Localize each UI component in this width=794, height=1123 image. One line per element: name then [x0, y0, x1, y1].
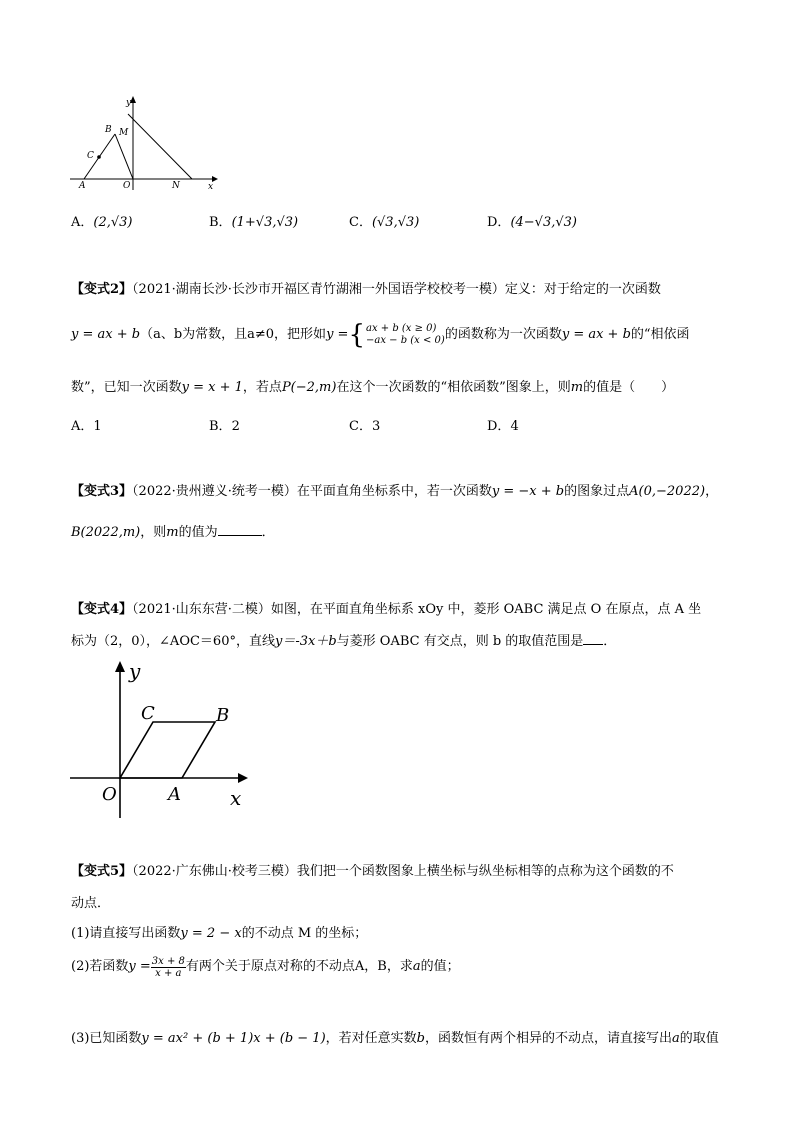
label-x: x — [208, 182, 214, 192]
point-C — [97, 155, 101, 159]
v3-line2: B(2022,m)，则m的值为 ． — [71, 525, 275, 540]
line-MN — [128, 114, 192, 179]
label-C: C — [87, 151, 94, 161]
segment-BO — [115, 134, 133, 179]
label-O: O — [102, 784, 117, 805]
q1-option-d[interactable]: D．(4−√3,√3) — [487, 215, 577, 230]
piecewise-brace: { ax + b (x ≥ 0) −ax − b (x < 0) — [348, 320, 445, 350]
v2-line2: y = ax + b （a、b为常数，且a≠0，把形如 y = { ax + b (x ≥ 0) −ax − b (x < 0) 的函数称为一次函数 y = ax + b 的“相依函 — [71, 320, 690, 350]
v2-option-d[interactable]: D．4 — [487, 419, 519, 434]
v3-line1: 【变式3】（2022·贵州遵义·统考一模）在平面直角坐标系中，若一次函数y = −x + b的图象过点A(0,−2022)， — [71, 484, 719, 499]
v5-part1: (1)请直接写出函数y = 2 − x的不动点 M 的坐标； — [71, 926, 368, 941]
v5-part3: (3)已知函数y = ax² + (b + 1)x + (b − 1)，若对任意实数b，函数恒有两个相异的不动点，请直接写出a的取值 — [71, 1031, 719, 1046]
v2-tag: 【变式2】 — [71, 282, 133, 297]
label-B: B — [105, 125, 112, 135]
v3-tag: 【变式3】 — [71, 484, 133, 499]
answer-blank[interactable] — [583, 632, 603, 645]
label-x: x — [230, 786, 242, 810]
v2-line1: 【变式2】（2021·湖南长沙·长沙市开福区青竹湖湘一外国语学校校考一模）定义：对于给定的一次函数 — [71, 282, 661, 297]
fraction: $\frac{3x + 8}{x + a}$ — [151, 955, 185, 979]
v2-option-c[interactable]: C．3 — [349, 419, 381, 434]
q1-option-c[interactable]: C．(√3,√3) — [349, 215, 420, 230]
y-axis-arrow — [115, 661, 125, 672]
v2-line3: 数”，已知一次函数y = x + 1，若点P(−2,m)在这个一次函数的“相依函数”图象上，则m的值是（ ） — [71, 380, 675, 395]
v5-part2: (2)若函数 y = $\frac{3x + 8}{x + a}$ 有两个关于原点对称的不动点A，B，求 a 的值； — [71, 955, 460, 979]
v4-tag: 【变式4】 — [71, 602, 133, 617]
v2-option-a[interactable]: A．1 — [71, 419, 102, 434]
label-N: N — [172, 181, 180, 191]
q1-option-b[interactable]: B．(1+√3,√3) — [209, 215, 299, 230]
label-C: C — [141, 703, 155, 724]
q1-option-a[interactable]: A．(2,√3) — [71, 215, 133, 230]
label-A: A — [79, 181, 86, 191]
v5-tag: 【变式5】 — [71, 864, 133, 879]
label-B: B — [216, 705, 230, 726]
figure-rhombus — [66, 656, 266, 826]
rhombus-OABC — [120, 722, 215, 778]
v4-line1: 【变式4】（2021·山东东营·二模）如图，在平面直角坐标系 xOy 中，菱形 OABC 满足点 O 在原点，点 A 坐 — [71, 602, 702, 617]
answer-blank[interactable] — [218, 523, 262, 536]
v5-line1: 【变式5】（2022·广东佛山·校考三模）我们把一个函数图象上横坐标与纵坐标相等的点称为这个函数的不 — [71, 864, 674, 879]
label-A: A — [168, 784, 181, 805]
figure-triangle-line — [70, 92, 220, 192]
v5-line2: 动点． — [71, 896, 111, 911]
v4-line2: 标为（2，0），∠AOC＝60°，直线y＝-3x＋b与菱形 OABC 有交点，则 b 的取值范围是 ． — [71, 634, 617, 649]
label-O: O — [123, 181, 131, 191]
label-M: M — [119, 128, 129, 138]
x-axis-arrow — [238, 773, 248, 783]
v2-option-b[interactable]: B．2 — [209, 419, 240, 434]
label-y: y — [129, 659, 141, 683]
label-y: y — [126, 98, 132, 108]
